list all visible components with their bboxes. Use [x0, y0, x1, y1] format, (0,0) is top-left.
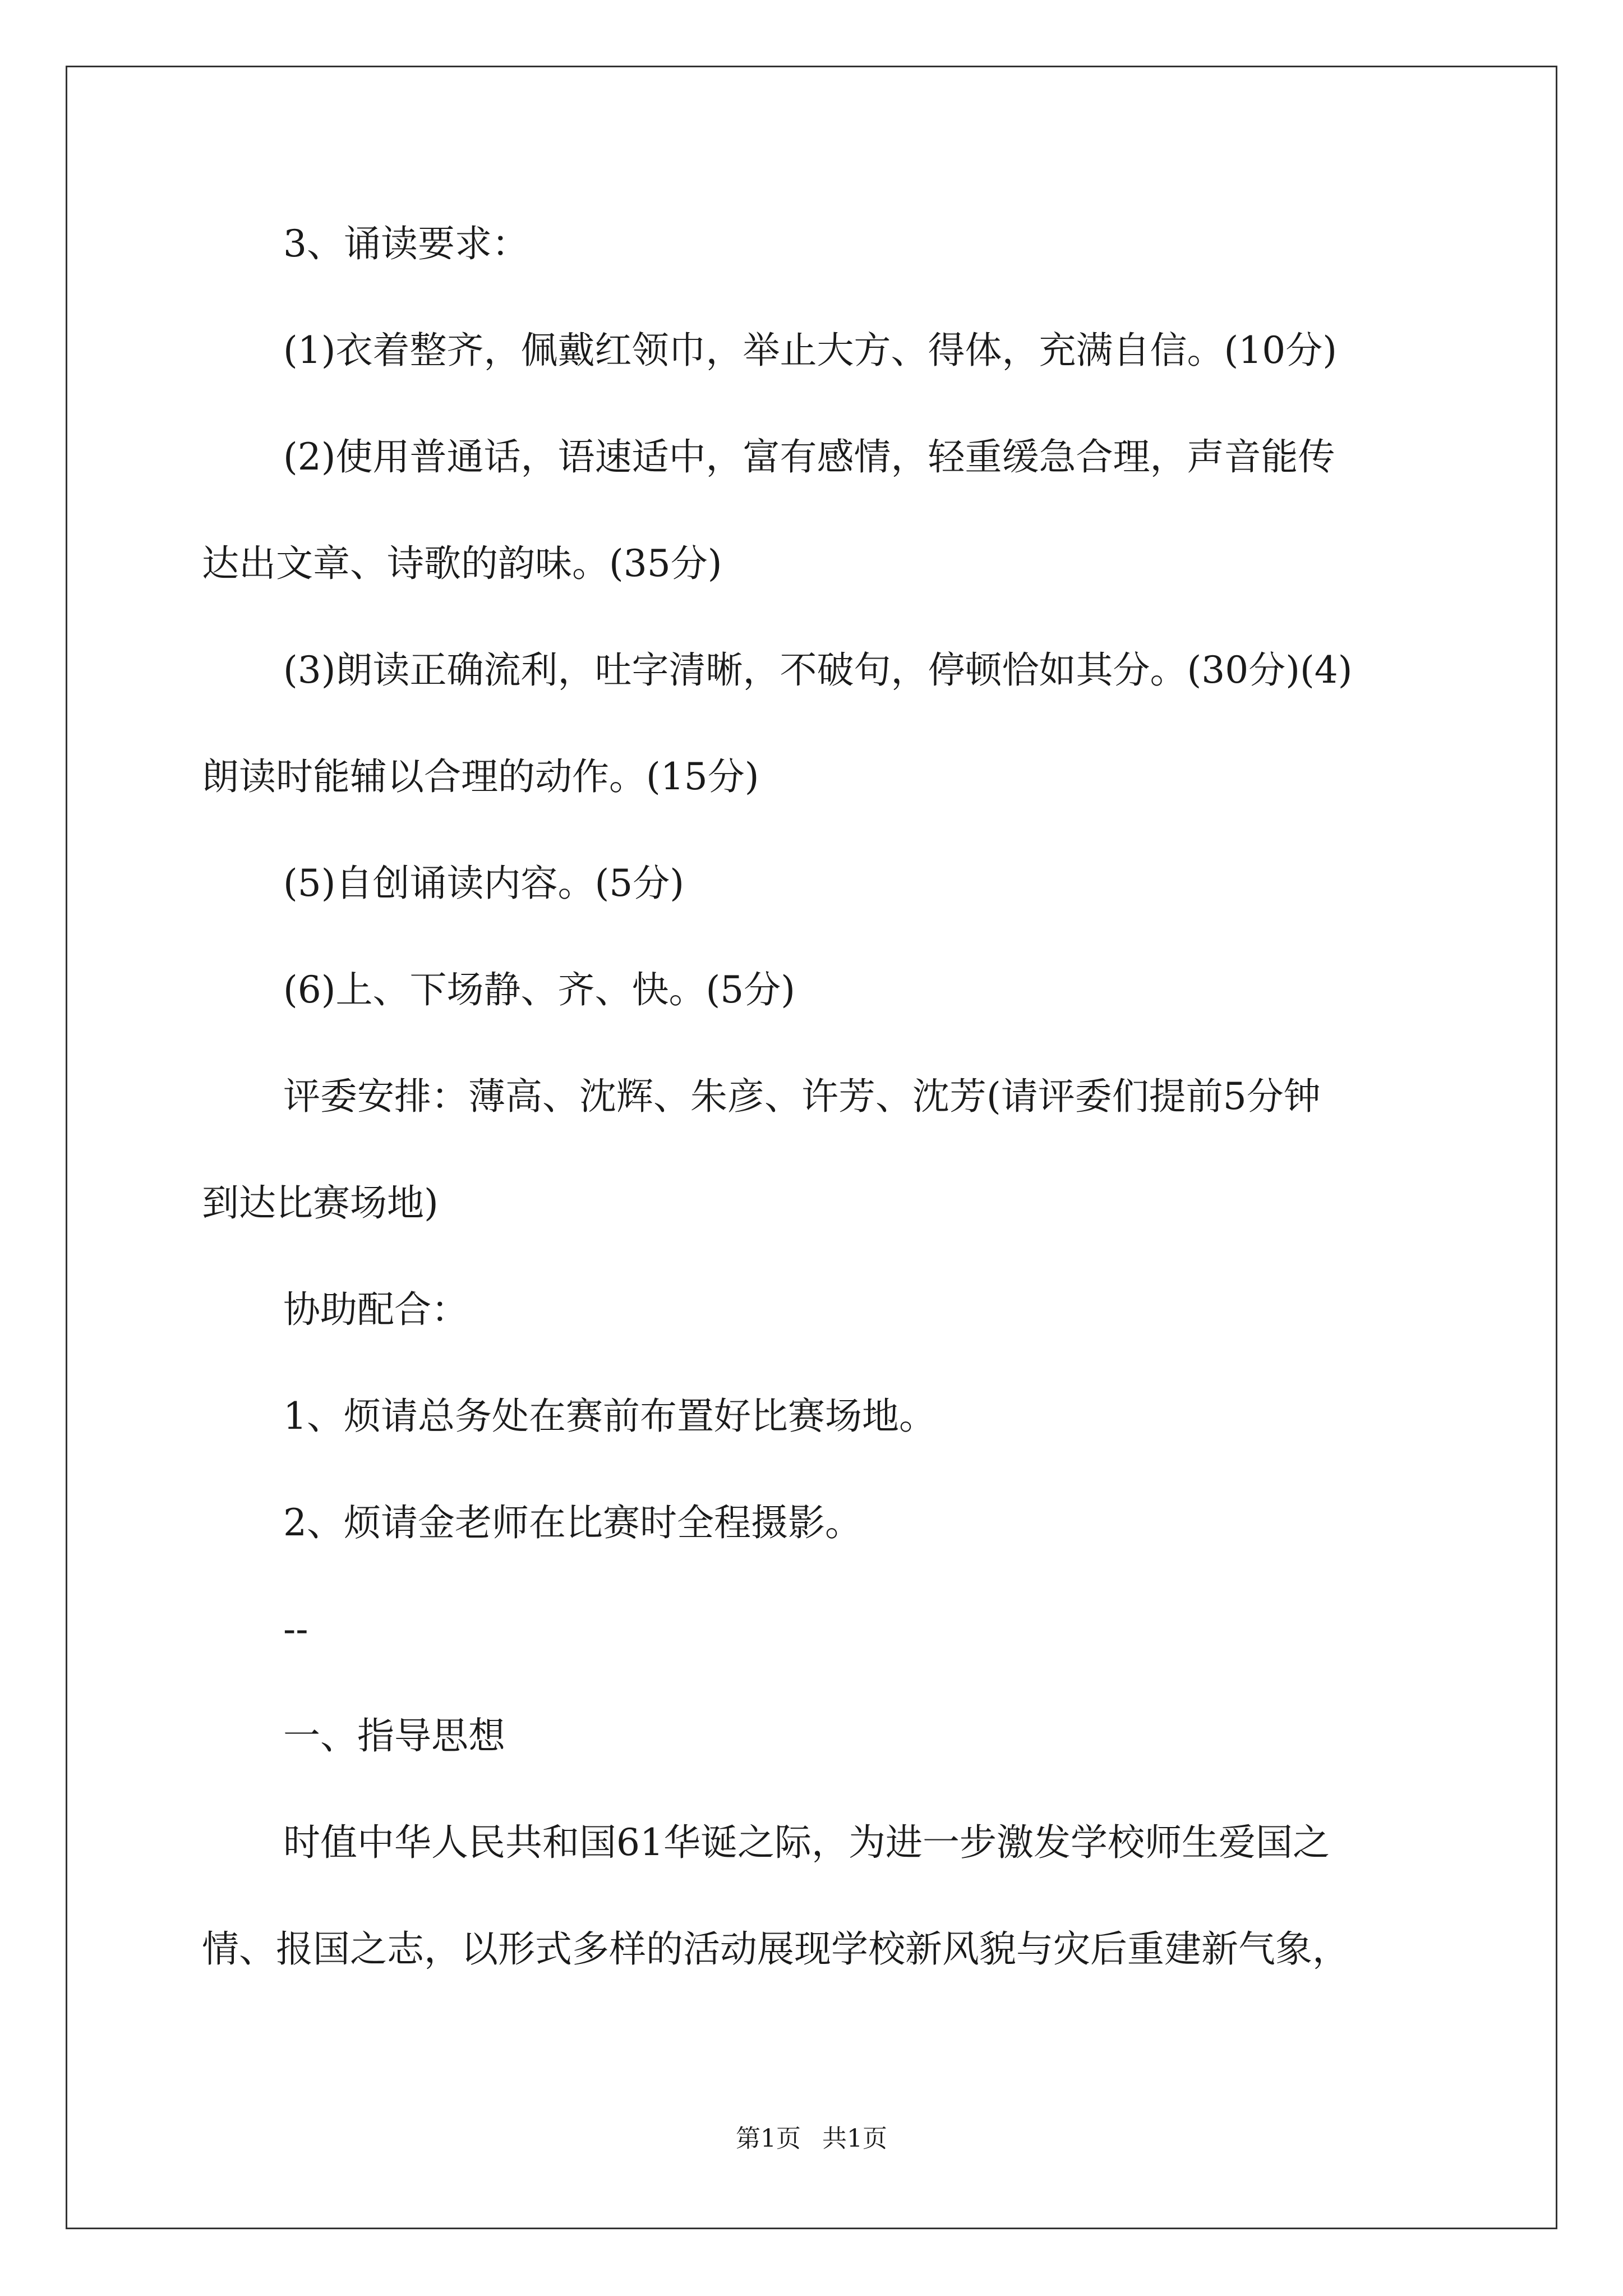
text-line: 情、报国之志，以形式多样的活动展现学校新风貌与灾后重建新气象，	[202, 1927, 1349, 1971]
text-line: 达出文章、诗歌的韵味。(35分)	[202, 542, 722, 585]
text-line: --	[283, 1608, 308, 1651]
text-line: 评委安排：薄高、沈辉、朱彦、许芳、沈芳(请评委们提前5分钟	[283, 1075, 1321, 1118]
text-line: (5)自创诵读内容。(5分)	[283, 862, 684, 905]
text-line: (1)衣着整齐，佩戴红领巾，举止大方、得体，充满自信。(10分)	[283, 329, 1337, 372]
text-line: (3)朗读正确流利，吐字清晰，不破句，停顿恰如其分。(30分)(4)	[283, 648, 1353, 692]
text-line: (2)使用普通话，语速适中，富有感情，轻重缓急合理，声音能传	[283, 435, 1335, 478]
page-footer	[0, 2123, 1623, 2155]
text-line: 3、诵读要求：	[283, 222, 529, 265]
page-total: 共1页	[822, 2124, 887, 2153]
text-line: 时值中华人民共和国61华诞之际，为进一步激发学校师生爱国之	[283, 1821, 1330, 1864]
text-line: 协助配合：	[283, 1288, 468, 1331]
text-line: 到达比赛场地)	[202, 1181, 439, 1225]
page-number: 第1页	[736, 2124, 801, 2153]
text-line: 1、烦请总务处在赛前布置好比赛场地。	[283, 1395, 936, 1438]
text-line: 朗读时能辅以合理的动作。(15分)	[202, 755, 759, 798]
text-line: (6)上、下场静、齐、快。(5分)	[283, 968, 795, 1011]
text-line: 2、烦请金老师在比赛时全程摄影。	[283, 1501, 862, 1544]
section-heading: 一、指导思想	[283, 1714, 505, 1757]
page-border	[66, 66, 1557, 2229]
